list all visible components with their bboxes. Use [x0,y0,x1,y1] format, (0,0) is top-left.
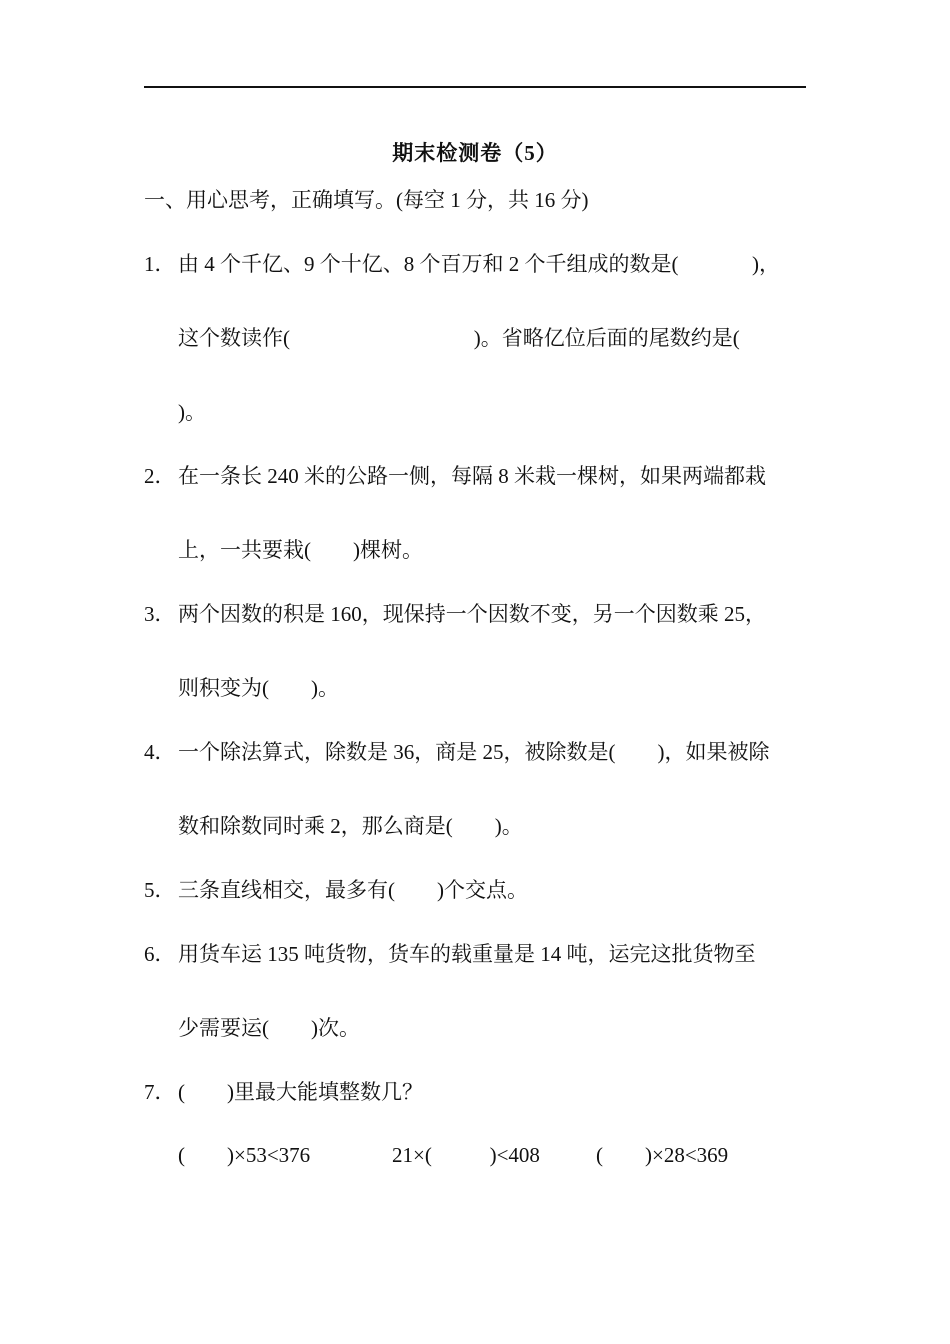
question-text: 两个因数的积是 160，现保持一个因数不变，另一个因数乘 25， [178,602,766,626]
question-text: )。 [178,400,206,424]
question-number: 5． [144,878,176,902]
page-title: 期末检测卷（5） [392,141,558,165]
question-text: 上，一共要栽( )棵树。 [178,538,423,562]
inequality-item: 21×( )<408 [392,1143,540,1167]
question-text: 一个除法算式，除数是 36，商是 25，被除数是( )，如果被除 [178,740,770,764]
question-number: 6． [144,942,176,966]
question-text: 则积变为( )。 [178,676,339,700]
question-text: 少需要运( )次。 [178,1016,360,1040]
header-rule [144,86,806,88]
question-text: 数和除数同时乘 2，那么商是( )。 [178,814,523,838]
question-number: 3． [144,602,176,626]
inequality-item: ( )×53<376 [178,1143,311,1167]
question-number: 1． [144,252,176,276]
section-heading: 一、用心思考，正确填写。(每空 1 分，共 16 分) [144,188,589,212]
question-text: 用货车运 135 吨货物，货车的载重量是 14 吨，运完这批货物至 [178,942,756,966]
question-number: 7． [144,1080,176,1104]
inequality-item: ( )×28<369 [596,1143,729,1167]
question-text: 由 4 个千亿、9 个十亿、8 个百万和 2 个千组成的数是( )， [178,252,780,276]
question-text: ( )里最大能填整数几？ [178,1080,423,1104]
question-text: 这个数读作( )。省略亿位后面的尾数约是( [178,326,740,350]
question-number: 4． [144,740,176,764]
question-text: 在一条长 240 米的公路一侧，每隔 8 米栽一棵树，如果两端都栽 [178,464,766,488]
question-text: 三条直线相交，最多有( )个交点。 [178,878,528,902]
question-number: 2． [144,464,176,488]
